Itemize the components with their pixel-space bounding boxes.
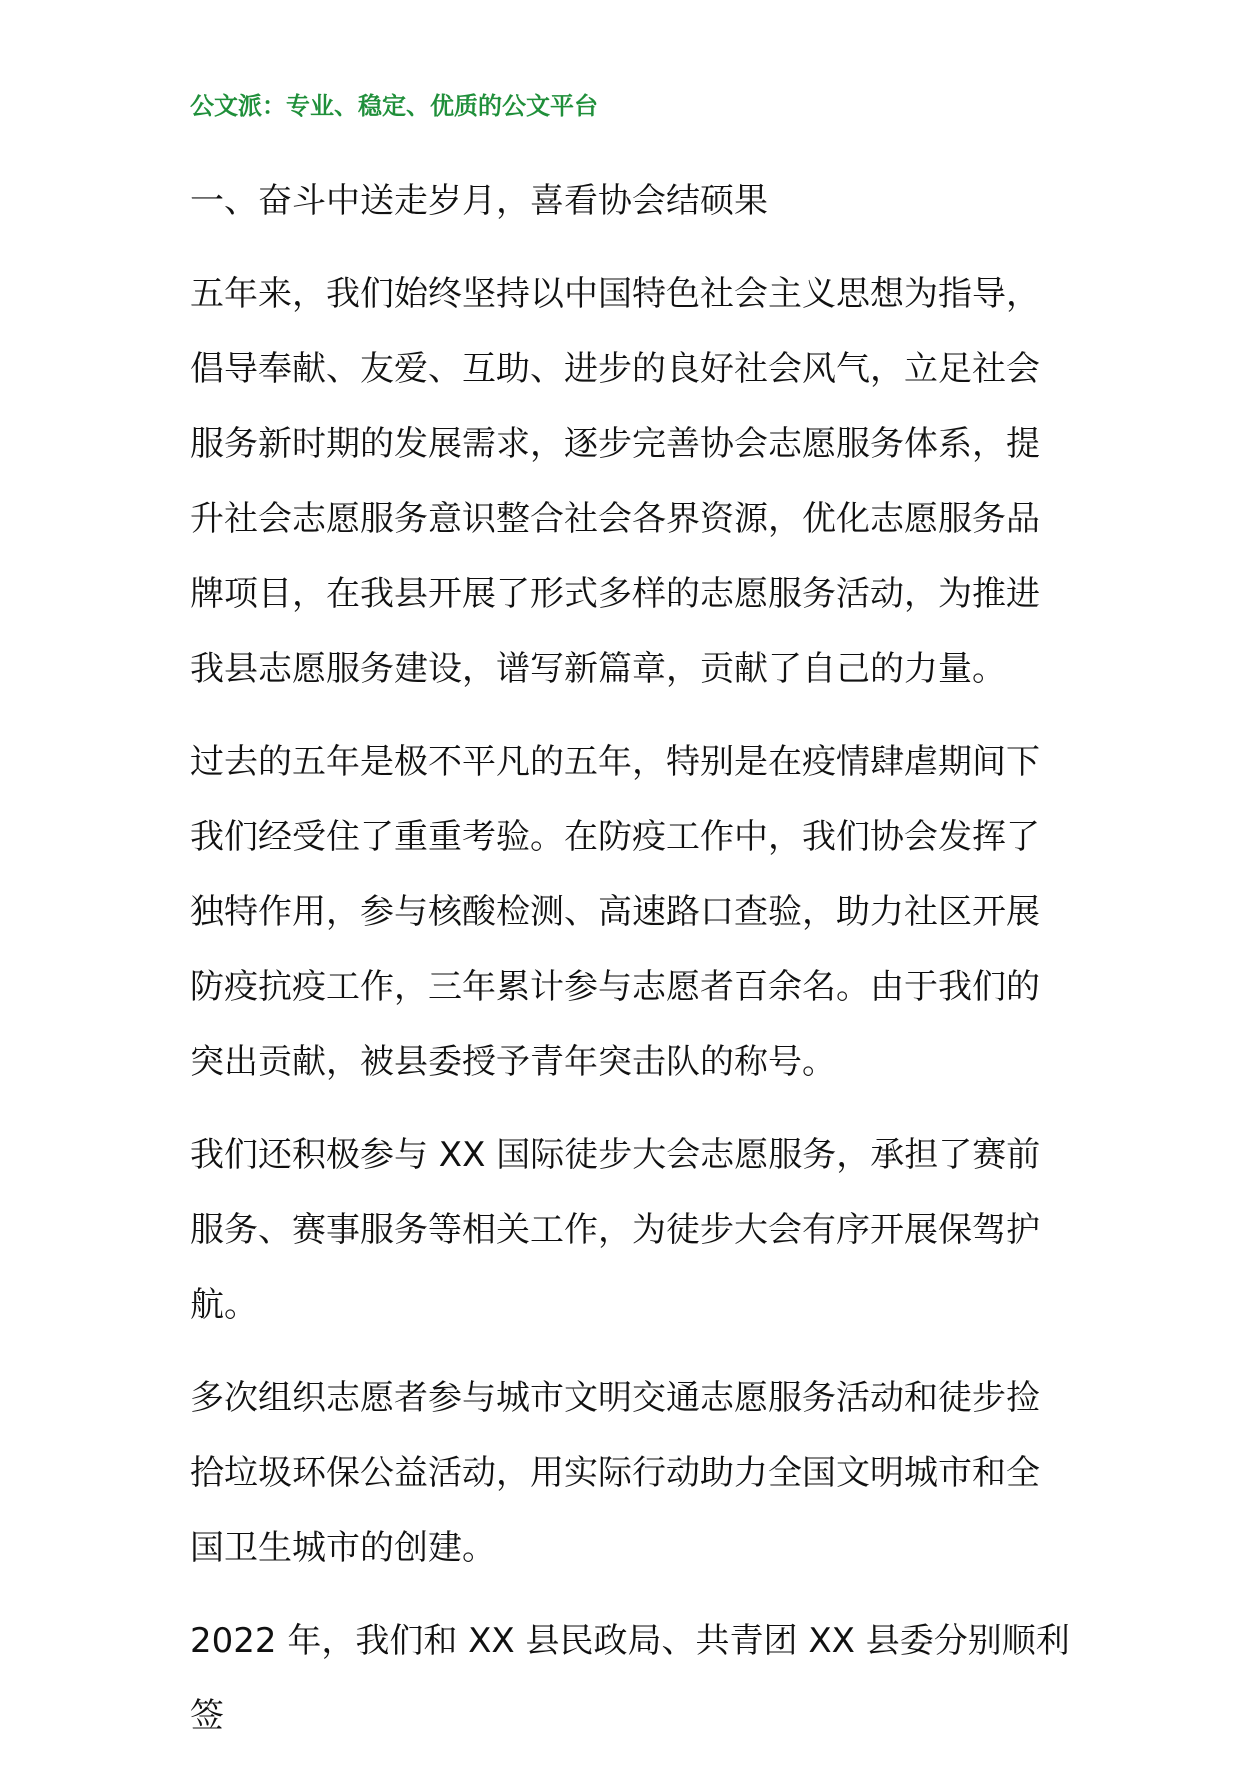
brand-header: 公文派：专业、稳定、优质的公文平台 — [190, 92, 598, 120]
paragraph-2: 过去的五年是极不平凡的五年，特别是在疫情肆虐期间下我们经受住了重重考验。在防疫工作中，我们协会发挥了独特作用，参与核酸检测、高速路口查验，助力社区开展防疫抗疫工作，三年累计参与志愿者百余名。由于我们的突出贡献，被县委授予青年突击队的称号。 — [190, 742, 1040, 1082]
paragraph-5: 2022 年，我们和 XX 县民政局、共青团 XX 县委分别顺利签 — [190, 1621, 1070, 1736]
paragraph-4: 多次组织志愿者参与城市文明交通志愿服务活动和徒步捡拾垃圾环保公益活动，用实际行动助力全国文明城市和全国卫生城市的创建。 — [190, 1378, 1040, 1568]
section-heading: 一、奋斗中送走岁月，喜看协会结硕果 — [190, 181, 768, 221]
paragraph-1: 五年来，我们始终坚持以中国特色社会主义思想为指导，倡导奉献、友爱、互助、进步的良好社会风气，立足社会服务新时期的发展需求，逐步完善协会志愿服务体系，提升社会志愿服务意识整合社会各界资源，优化志愿服务品牌项目，在我县开展了形式多样的志愿服务活动，为推进我县志愿服务建设，谱写新篇章，贡献了自己的力量。 — [190, 274, 1040, 689]
paragraph-3: 我们还积极参与 XX 国际徒步大会志愿服务，承担了赛前服务、赛事服务等相关工作，为徒步大会有序开展保驾护航。 — [190, 1135, 1041, 1325]
document-body — [190, 164, 1070, 1772]
